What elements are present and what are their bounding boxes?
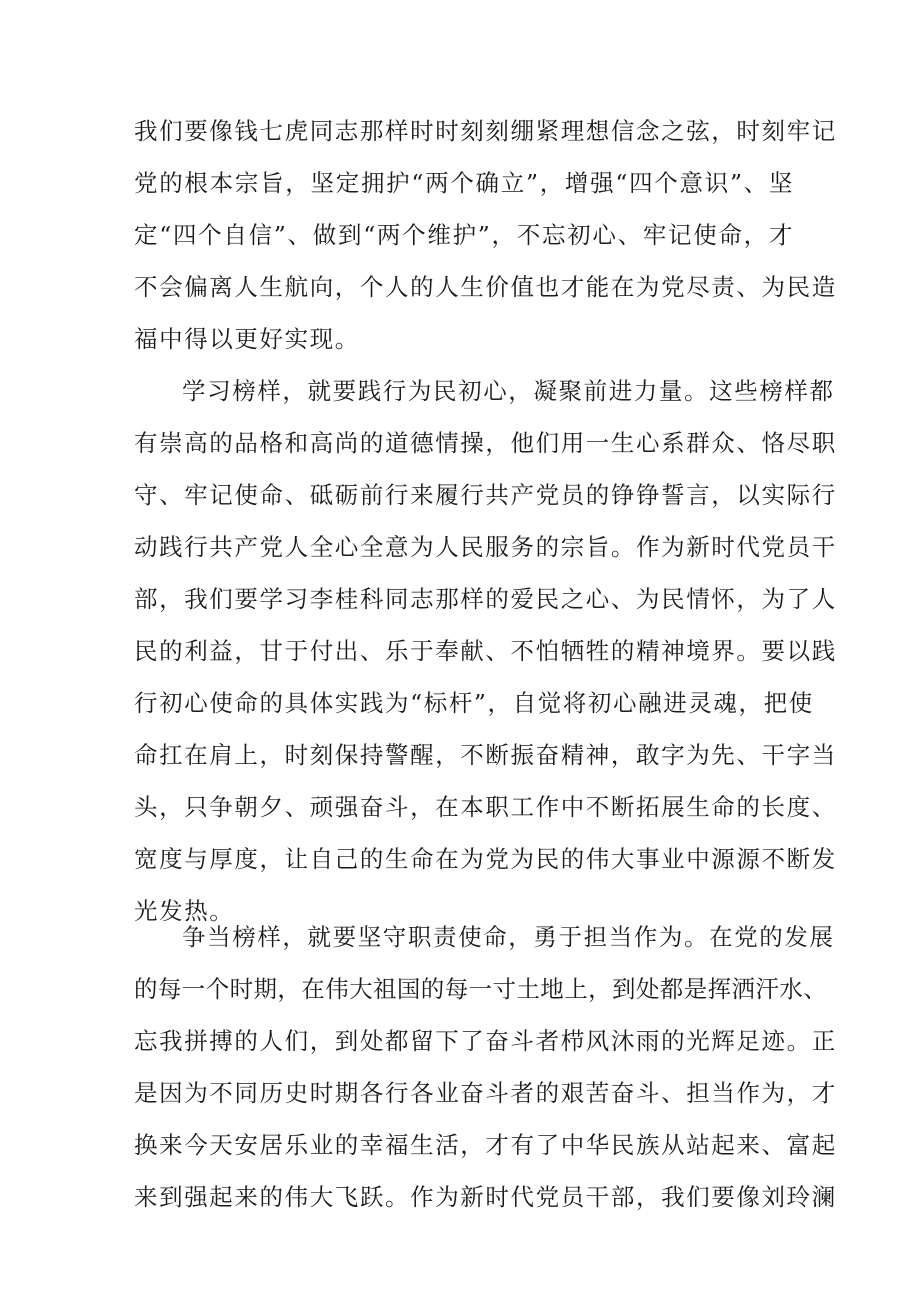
text-line: 民的利益，甘于付出、乐于奉献、不怕牺牲的精神境界。要以践 [134, 637, 837, 665]
text-line: 头，只争朝夕、顽强奋斗，在本职工作中不断拓展生命的长度、 [134, 793, 837, 821]
text-line: 福中得以更好实现。 [134, 325, 360, 353]
paragraph-3 [134, 911, 837, 1223]
text-line: 守、牢记使命、砥砺前行来履行共产党员的铮铮誓言，以实际行 [134, 481, 837, 509]
text-line: 行初心使命的具体实践为“标杆”，自觉将初心融进灵魂，把使 [134, 689, 814, 717]
text-line: 我们要像钱七虎同志那样时时刻刻绷紧理想信念之弦，时刻牢记 [134, 117, 837, 145]
paragraph-1 [134, 105, 837, 365]
text-line: 定“四个自信”、做到“两个维护”，不忘初心、牢记使命，才 [134, 221, 794, 249]
text-line: 来到强起来的伟大飞跃。作为新时代党员干部，我们要像刘玲澜 [134, 1183, 837, 1211]
text-line: 有崇高的品格和高尚的道德情操，他们用一生心系群众、恪尽职 [134, 429, 837, 457]
text-line: 不会偏离人生航向，个人的人生价值也才能在为党尽责、为民造 [134, 273, 837, 301]
text-line: 动践行共产党人全心全意为人民服务的宗旨。作为新时代党员干 [134, 533, 837, 561]
text-line: 的每一个时期，在伟大祖国的每一寸土地上，到处都是挥洒汗水、 [134, 975, 828, 1003]
text-line: 宽度与厚度，让自己的生命在为党为民的伟大事业中源源不断发 [134, 845, 837, 873]
text-line: 党的根本宗旨，坚定拥护“两个确立”，增强“四个意识”、坚 [134, 169, 794, 197]
text-line: 换来今天安居乐业的幸福生活，才有了中华民族从站起来、富起 [134, 1131, 837, 1159]
text-line: 光发热。 [134, 897, 235, 925]
text-line: 忘我拼搏的人们，到处都留下了奋斗者栉风沐雨的光辉足迹。正 [134, 1027, 837, 1055]
text-line: 学习榜样，就要践行为民初心，凝聚前进力量。这些榜样都 [182, 377, 835, 405]
text-line: 争当榜样，就要坚守职责使命，勇于担当作为。在党的发展 [182, 923, 835, 951]
text-line: 部，我们要学习李桂科同志那样的爱民之心、为民情怀，为了人 [134, 585, 837, 613]
text-line: 是因为不同历史时期各行各业奋斗者的艰苦奋斗、担当作为，才 [134, 1079, 837, 1107]
text-line: 命扛在肩上，时刻保持警醒，不断振奋精神，敢字为先、干字当 [134, 741, 837, 769]
